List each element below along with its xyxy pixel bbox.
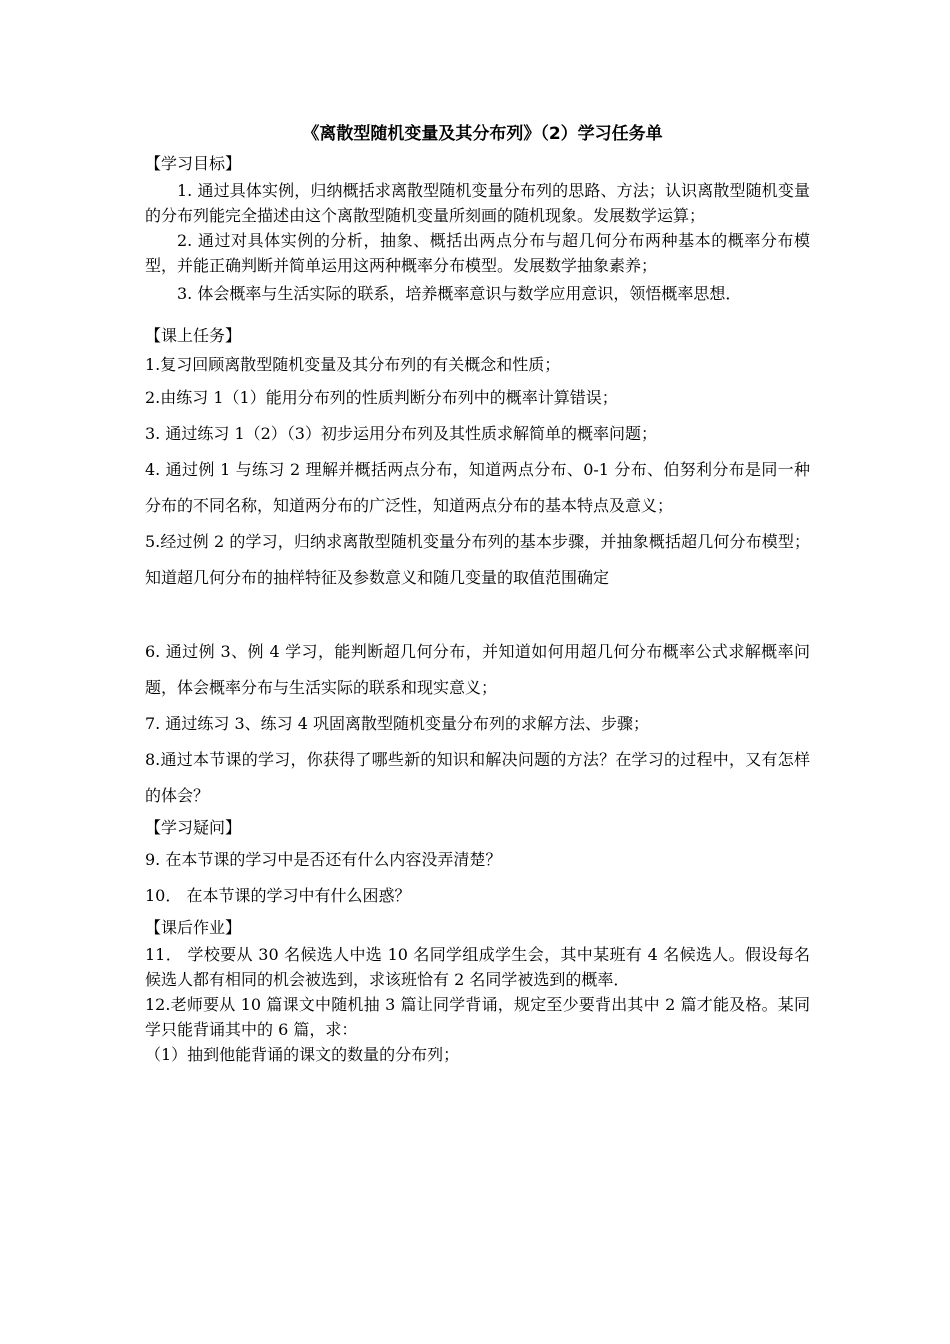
spacer (145, 596, 810, 634)
homework-heading: 【课后作业】 (145, 918, 242, 937)
task-item-3: 3. 通过练习 1（2）（3）初步运用分布列及其性质求解简单的概率问题； (145, 424, 657, 443)
task-item-7: 7. 通过练习 3、练习 4 巩固离散型随机变量分布列的求解方法、步骤； (145, 714, 649, 733)
task-item-4: 4. 通过例 1 与练习 2 理解并概括两点分布，知道两点分布、0-1 分布、伯努利分布是同一种分布的不同名称，知道两分布的广泛性，知道两点分布的基本特点及意义； (145, 460, 810, 515)
document-page (145, 118, 810, 1067)
goal-item-3: 3. 体会概率与生活实际的联系，培养概率意识与数学应用意识，领悟概率思想． (177, 284, 742, 303)
question-item-10: 10． 在本节课的学习中有什么困惑？ (145, 886, 411, 905)
page-title: 《离散型随机变量及其分布列》（2）学习任务单 (302, 124, 663, 144)
task-item-1: 1.复习回顾离散型随机变量及其分布列的有关概念和性质； (145, 355, 561, 374)
task-item-2: 2.由练习 1（1）能用分布列的性质判断分布列中的概率计算错误； (145, 388, 618, 407)
goal-item-2: 2. 通过对具体实例的分析，抽象、概括出两点分布与超几何分布两种基本的概率分布模型，并能正确判断并简单运用这两种概率分布模型。发展数学抽象素养； (145, 231, 810, 275)
goals-heading: 【学习目标】 (145, 154, 242, 173)
homework-item-12: 12.老师要从 10 篇课文中随机抽 3 篇让同学背诵，规定至少要背出其中 2 篇才能及格。某同学只能背诵其中的 6 篇，求： (145, 995, 810, 1039)
task-item-6: 6. 通过例 3、例 4 学习，能判断超几何分布，并知道如何用超几何分布概率公式求解概率问题，体会概率分布与生活实际的联系和现实意义； (145, 642, 810, 697)
homework-item-11: 11． 学校要从 30 名候选人中选 10 名同学组成学生会，其中某班有 4 名候选人。假设每名候选人都有相同的机会被选到，求该班恰有 2 名同学被选到的概率． (145, 945, 810, 989)
goal-item-1: 1. 通过具体实例，归纳概括求离散型随机变量分布列的思路、方法；认识离散型随机变量的分布列能完全描述由这个离散型随机变量所刻画的随机现象。发展数学运算； (145, 181, 810, 225)
task-item-8: 8.通过本节课的学习，你获得了哪些新的知识和解决问题的方法？在学习的过程中，又有怎样的体会？ (145, 750, 810, 805)
question-item-9: 9. 在本节课的学习中是否还有什么内容没弄清楚？ (145, 850, 502, 869)
spacer (145, 310, 810, 322)
questions-heading: 【学习疑问】 (145, 818, 242, 837)
class-tasks-heading: 【课上任务】 (145, 326, 242, 345)
homework-item-12-part-1: （1）抽到他能背诵的课文的数量的分布列； (145, 1045, 460, 1064)
task-item-5: 5.经过例 2 的学习，归纳求离散型随机变量分布列的基本步骤，并抽象概括超几何分布模型；知道超几何分布的抽样特征及参数意义和随几变量的取值范围确定 (145, 532, 810, 587)
